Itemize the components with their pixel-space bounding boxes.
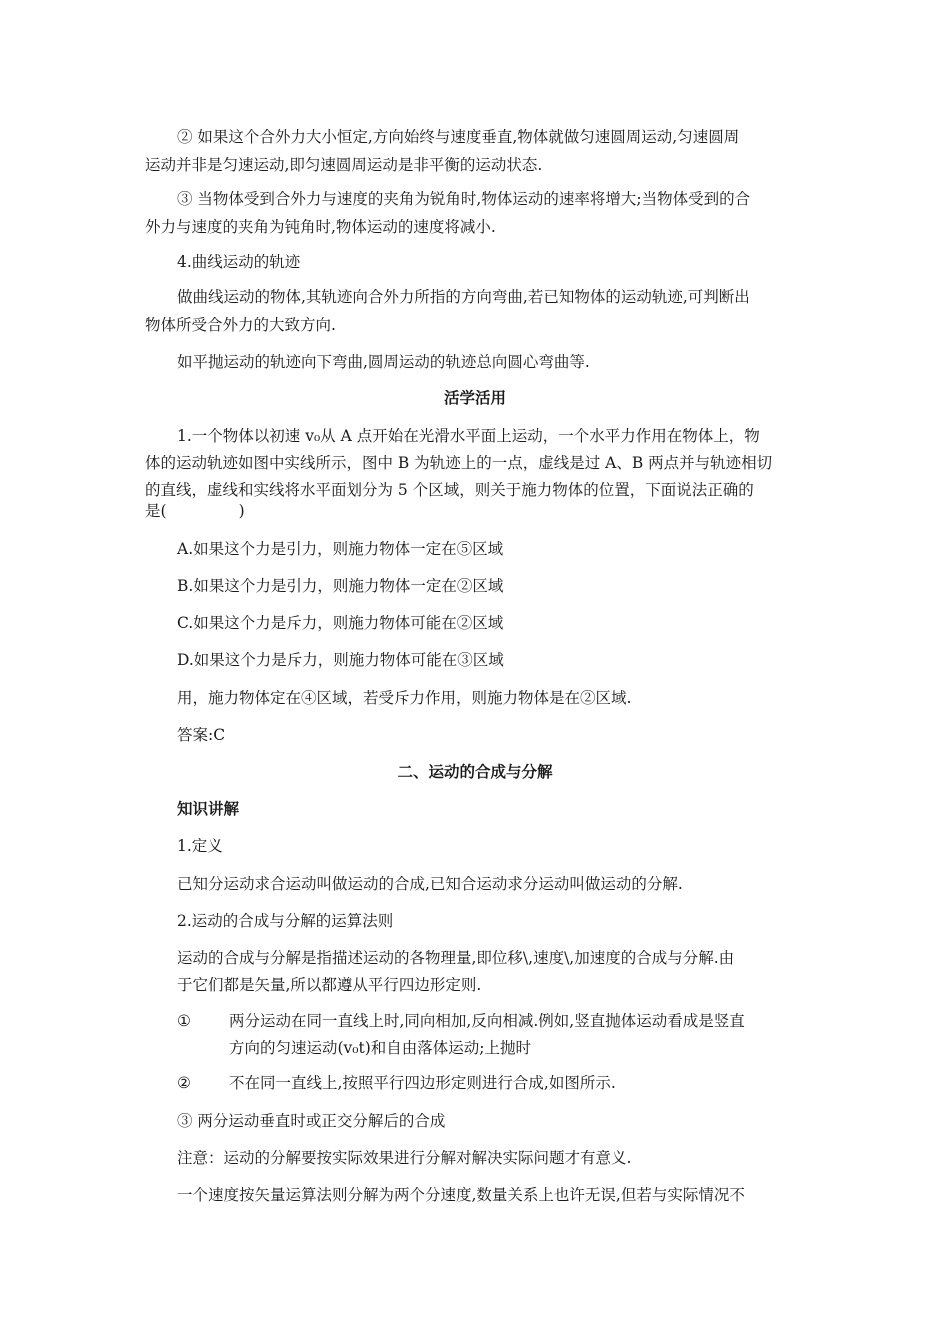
question-line-2: 体的运动轨迹如图中实线所示，图中 B 为轨迹上的一点，虚线是过 A、B 两点并与轨迹相切 [145,454,773,472]
answer: 答案:C [177,726,226,744]
paragraph-3-line-2: 外力与速度的夹角为钝角时,物体运动的速度将减小. [145,218,496,236]
section-title-practice: 活学活用 [443,389,506,407]
list-item-1-line-2: 方向的匀速运动(v₀t)和自由落体运动;上抛时 [229,1039,532,1057]
question-line-4 [145,499,245,524]
option-d: D.如果这个力是斥力，则施力物体可能在③区域 [177,651,504,669]
question-line-4-start: 是( [145,502,167,520]
rule-text-line-1: 运动的合成与分解是指描述运动的各物理量,即位移\,速度\,加速度的合成与分解.由 [177,949,735,967]
rule-text-line-2: 于它们都是矢量,所以都遵从平行四边形定则. [177,976,482,994]
definition-text: 已知分运动求合运动叫做运动的合成,已知合运动求分运动叫做运动的分解. [177,875,683,893]
paragraph-trajectory-line-2: 物体所受合外力的大致方向. [145,316,336,334]
explanation: 用，施力物体定在④区域，若受斥力作用，则施力物体是在②区域. [177,689,632,707]
question-line-3: 的直线，虚线和实线将水平面划分为 5 个区域，则关于施力物体的位置，下面说法正确的 [145,481,754,499]
option-b: B.如果这个力是引力，则施力物体一定在②区域 [177,577,504,595]
paragraph-trajectory-line-1: 做曲线运动的物体,其轨迹向合外力所指的方向弯曲,若已知物体的运动轨迹,可判断出 [177,288,750,306]
last-line: 一个速度按矢量运算法则分解为两个分速度,数量关系上也许无误,但若与实际情况不 [177,1186,745,1204]
paragraph-example: 如平抛运动的轨迹向下弯曲,圆周运动的轨迹总向圆心弯曲等. [177,353,590,371]
list-item-1-marker: ① [177,1012,191,1030]
list-item-2-line-1: 不在同一直线上,按照平行四边形定则进行合成,如图所示. [229,1074,616,1092]
list-item-1-line-1: 两分运动在同一直线上时,同向相加,反向相减.例如,竖直抛体运动看成是竖直 [229,1012,745,1030]
list-item-2-marker: ② [177,1074,191,1092]
knowledge-heading: 知识讲解 [177,800,240,818]
note: 注意：运动的分解要按实际效果进行分解对解决实际问题才有意义. [177,1149,632,1167]
paragraph-3-line-1: ③ 当物体受到合外力与速度的夹角为锐角时,物体运动的速率将增大;当物体受到的合 [177,190,751,208]
question-line-1: 1.一个物体以初速 v₀从 A 点开始在光滑水平面上运动，一个水平力作用在物体上，物 [177,427,760,445]
section-title-composition: 二、运动的合成与分解 [397,763,553,781]
definition-heading: 1.定义 [177,837,223,855]
heading-trajectory: 4.曲线运动的轨迹 [177,253,301,271]
rule-heading: 2.运动的合成与分解的运算法则 [177,912,394,930]
paragraph-2-line-1: ② 如果这个合外力大小恒定,方向始终与速度垂直,物体就做匀速圆周运动,匀速圆周 [177,128,740,146]
option-a: A.如果这个力是引力，则施力物体一定在⑤区域 [177,540,504,558]
question-line-4-end: ) [238,502,245,520]
option-c: C.如果这个力是斥力，则施力物体可能在②区域 [177,614,504,632]
paragraph-2-line-2: 运动并非是匀速运动,即匀速圆周运动是非平衡的运动状态. [145,156,543,174]
list-item-3: ③ 两分运动垂直时或正交分解后的合成 [177,1112,446,1130]
